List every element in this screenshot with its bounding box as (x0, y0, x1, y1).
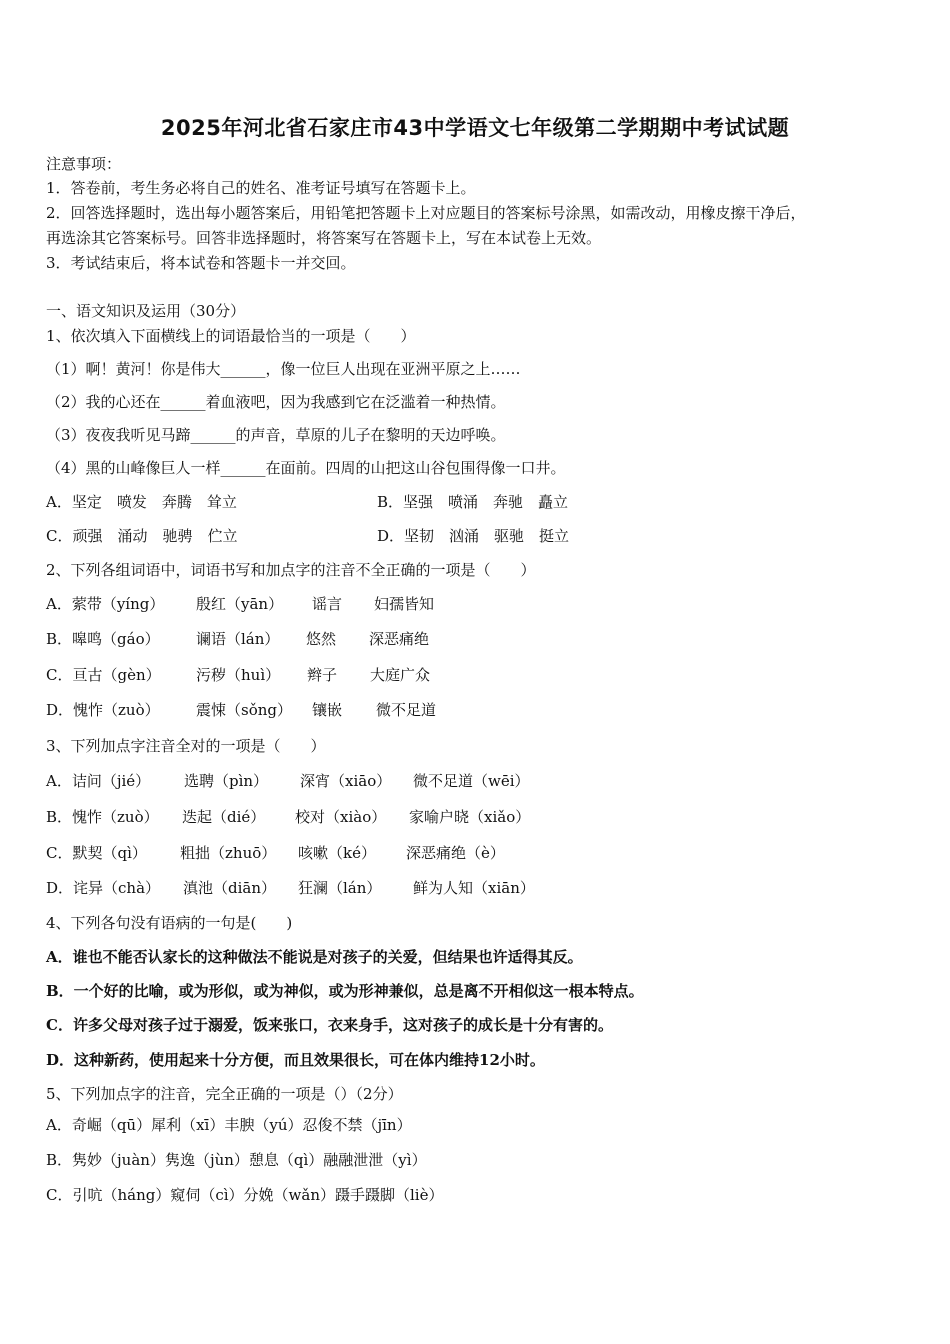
q3-d-item-1: D．诧异（chà） (46, 879, 161, 897)
q3-a-item-4: 微不足道（wēi） (413, 772, 530, 790)
q3-d-item-2: 滇池（diān） (183, 879, 277, 897)
q4-stem: 4、下列各句没有语病的一句是( ) (46, 914, 293, 932)
q1-blank-3: （3）夜夜我听见马蹄______的声音，草原的儿子在黎明的天边呼唤。 (46, 426, 506, 444)
q2-a-item-4: 妇孺皆知 (374, 595, 435, 613)
q1-option-d: D．坚韧 汹涌 驱驰 挺立 (377, 527, 570, 545)
q2-c-item-2: 污秽（huì） (196, 666, 281, 684)
q3-d-item-3: 狂澜（lán） (298, 879, 382, 897)
q2-c-item-3: 辫子 (307, 666, 338, 684)
q3-b-item-3: 校对（xiào） (295, 808, 387, 826)
q1-blank-4: （4）黑的山峰像巨人一样______在面前。四周的山把这山谷包围得像一口井。 (46, 459, 566, 477)
q2-c-item-1: C．亘古（gèn） (46, 666, 161, 684)
q1-blank-1: （1）啊！黄河！你是伟大______，像一位巨人出现在亚洲平原之上…… (46, 360, 521, 378)
q2-a-item-3: 谣言 (312, 595, 343, 613)
q3-a-item-2: 选聘（pìn） (184, 772, 269, 790)
q2-d-item-4: 微不足道 (376, 701, 437, 719)
exam-title: 2025年河北省石家庄市43中学语文七年级第二学期期中考试试题 (160, 116, 790, 140)
notice-item-1: 1．答卷前，考生务必将自己的姓名、准考证号填写在答题卡上。 (46, 179, 476, 197)
q3-b-item-1: B．愧怍（zuò） (46, 808, 159, 826)
q5-stem: 5、下列加点字的注音，完全正确的一项是（）（2分） (46, 1085, 403, 1103)
q3-c-item-2: 粗拙（zhuō） (180, 844, 277, 862)
q4-option-b: B．一个好的比喻，或为形似，或为神似，或为形神兼似，总是离不开相似这一根本特点。 (46, 982, 644, 1000)
q1-option-c: C．顽强 涌动 驰骋 伫立 (46, 527, 238, 545)
notice-item-3: 3．考试结束后，将本试卷和答题卡一并交回。 (46, 254, 356, 272)
q3-c-item-1: C．默契（qì） (46, 844, 147, 862)
q2-b-item-3: 悠然 (306, 630, 337, 648)
q2-stem: 2、下列各组词语中，词语书写和加点字的注音不全正确的一项是（ ） (46, 561, 536, 579)
q5-option-b: B．隽妙（juàn）隽逸（jùn）憩息（qì）融融泄泄（yì） (46, 1151, 427, 1169)
q3-c-item-3: 咳嗽（ké） (298, 844, 376, 862)
q1-option-b: B．坚强 喷涌 奔驰 矗立 (377, 493, 569, 511)
q3-a-item-3: 深宵（xiāo） (300, 772, 392, 790)
q4-option-a: A．谁也不能否认家长的这种做法不能说是对孩子的关爱，但结果也许适得其反。 (46, 948, 583, 966)
q3-stem: 3、下列加点字注音全对的一项是（ ） (46, 737, 326, 755)
notice-item-2: 2．回答选择题时，选出每小题答案后，用铅笔把答题卡上对应题目的答案标号涂黑，如需改动，用橡皮擦干净后， (46, 204, 806, 222)
q2-d-item-2: 震悚（sǒng） (196, 701, 292, 719)
q3-d-item-4: 鲜为人知（xiān） (413, 879, 535, 897)
q3-a-item-1: A．诘问（jié） (46, 772, 151, 790)
q2-a-item-2: 殷红（yān） (196, 595, 284, 613)
q3-b-item-4: 家喻户晓（xiǎo） (409, 808, 531, 826)
q2-c-item-4: 大庭广众 (370, 666, 431, 684)
q1-stem: 1、依次填入下面横线上的词语最恰当的一项是（ ） (46, 327, 416, 345)
section-heading: 一、语文知识及运用（30分） (46, 302, 246, 320)
q3-b-item-2: 迭起（dié） (182, 808, 266, 826)
q2-b-item-2: 谰语（lán） (196, 630, 280, 648)
q3-c-item-4: 深恶痛绝（è） (406, 844, 505, 862)
q2-a-item-1: A．萦带（yíng） (46, 595, 165, 613)
notice-item-2-cont: 再选涂其它答案标号。回答非选择题时，将答案写在答题卡上，写在本试卷上无效。 (46, 229, 602, 247)
q5-option-a: A．奇崛（qū）犀利（xī）丰腴（yú）忍俊不禁（jīn） (46, 1116, 412, 1134)
q2-d-item-3: 镶嵌 (312, 701, 343, 719)
q4-option-d: D．这种新药，使用起来十分方便，而且效果很长，可在体内维持12小时。 (46, 1051, 545, 1069)
q2-b-item-4: 深恶痛绝 (369, 630, 430, 648)
q1-blank-2: （2）我的心还在______着血液吧，因为我感到它在泛滥着一种热情。 (46, 393, 506, 411)
q5-option-c: C．引吭（háng）窥伺（cì）分娩（wǎn）蹑手蹑脚（liè） (46, 1186, 444, 1204)
notice-heading: 注意事项： (46, 155, 122, 173)
q2-d-item-1: D．愧怍（zuò） (46, 701, 160, 719)
q2-b-item-1: B．嗥鸣（gáo） (46, 630, 160, 648)
q1-option-a: A．坚定 喷发 奔腾 耸立 (46, 493, 237, 511)
q4-option-c: C．许多父母对孩子过于溺爱，饭来张口，衣来身手，这对孩子的成长是十分有害的。 (46, 1016, 613, 1034)
